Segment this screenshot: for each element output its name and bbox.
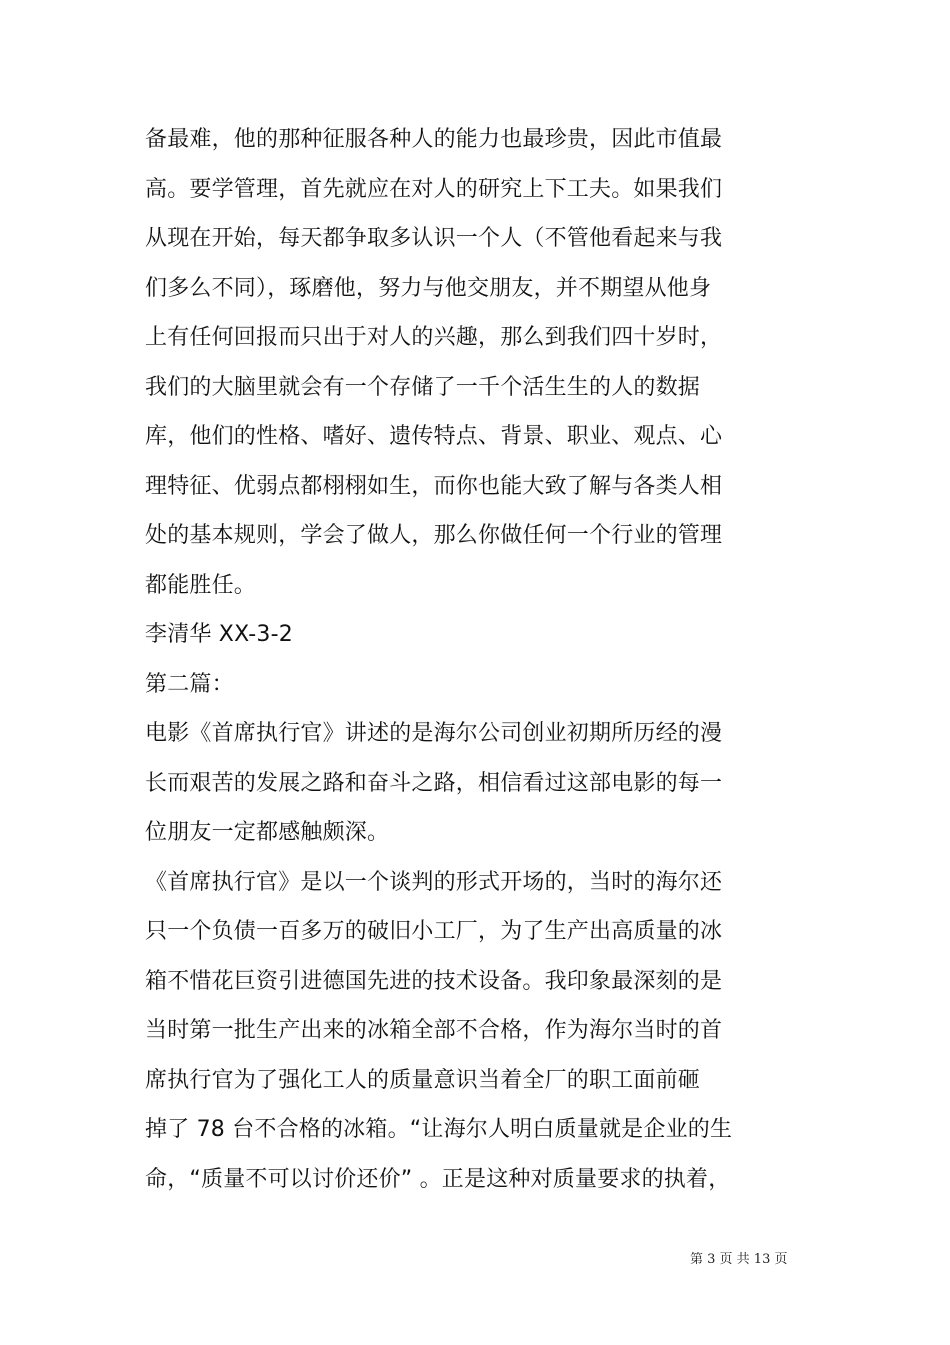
text-line: 理特征、优弱点都栩栩如生，而你也能大致了解与各类人相 [145,473,723,499]
text-line: 当时第一批生产出来的冰箱全部不合格，作为海尔当时的首 [145,1018,723,1043]
body-text [145,115,805,1204]
text-line: 备最难，他的那种征服各种人的能力也最珍贵，因此市值最 [145,127,723,152]
text-line: 掉了 78 台不合格的冰箱。“让海尔人明白质量就是企业的生 [145,1117,733,1142]
text-line: 从现在开始，每天都争取多认识一个人（不管他看起来与我 [145,226,723,251]
page-number-footer: 第 3 页 共 13 页 [690,1252,788,1267]
text-line: 位朋友一定都感触颇深。 [145,820,390,845]
text-line: 上有任何回报而只出于对人的兴趣，那么到我们四十岁时， [145,325,723,350]
text-line: 我们的大脑里就会有一个存储了一千个活生生的人的数据 [145,374,701,400]
text-line: 都能胜任。 [145,572,257,598]
text-line: 《首席执行官》是以一个谈判的形式开场的，当时的海尔还 [145,869,723,895]
text-line: 箱不惜花巨资引进德国先进的技术设备。我印象最深刻的是 [145,968,723,994]
text-line: 高。要学管理，首先就应在对人的研究上下工夫。如果我们 [145,176,723,202]
text-line: 电影《首席执行官》讲述的是海尔公司创业初期所历经的漫 [145,721,723,746]
text-line: 库，他们的性格、嗜好、遗传特点、背景、职业、观点、心 [145,424,723,449]
text-line: 处的基本规则，学会了做人，那么你做任何一个行业的管理 [145,523,723,548]
text-line: 命，“质量不可以讨价还价” 。正是这种对质量要求的执着， [145,1166,731,1192]
text-line: 席执行官为了强化工人的质量意识当着全厂的职工面前砸 [145,1067,701,1093]
text-line: 们多么不同），琢磨他，努力与他交朋友，并不期望从他身 [145,275,712,301]
text-line: 只一个负债一百多万的破旧小工厂，为了生产出高质量的冰 [145,919,723,944]
text-line: 长而艰苦的发展之路和奋斗之路，相信看过这部电影的每一 [145,770,723,796]
author-date-line: 李清华 XX-3-2 [145,622,293,647]
section-heading: 第二篇： [145,671,234,697]
